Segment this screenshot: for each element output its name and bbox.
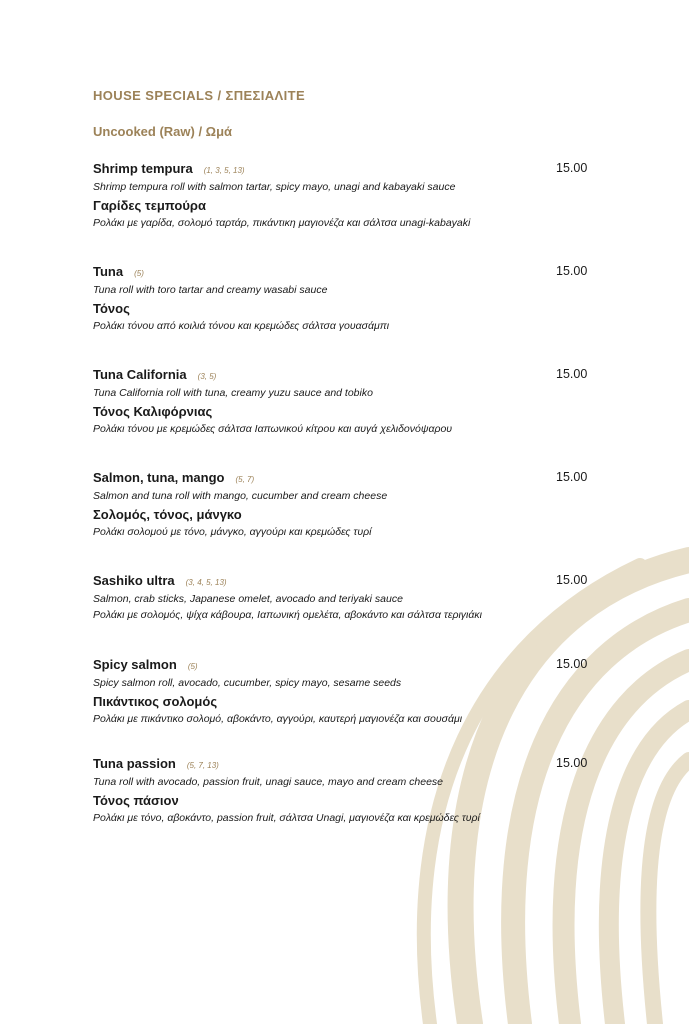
item-price: 15.00 [556,161,588,175]
item-name-greek: Τόνος Καλιφόρνιας [93,404,213,419]
item-price: 15.00 [556,756,588,770]
item-allergens: (3, 5) [197,372,217,381]
item-description-greek: Ρολάκι σολομού με τόνο, μάνγκο, αγγούρι και κρεμώδες τυρί [93,526,372,538]
item-name: Tuna passion [93,756,176,771]
item-description-en: Salmon, crab sticks, Japanese omelet, avocado and teriyaki sauce [93,593,403,605]
item-name: Shrimp tempura [93,161,193,176]
item-name: Tuna [93,264,124,279]
section-title: HOUSE SPECIALS / ΣΠΕΣΙΑΛΙΤΕ [93,88,306,103]
item-name-greek: Σολομός, τόνος, μάνγκο [93,507,242,522]
menu-item-tuna-california [93,367,593,437]
menu-item-tuna [93,264,593,334]
menu-item-tuna-passion [93,756,593,826]
item-price: 15.00 [556,573,588,587]
item-description-en: Spicy salmon roll, avocado, cucumber, spicy mayo, sesame seeds [93,677,402,689]
item-description-en: Shrimp tempura roll with salmon tartar, spicy mayo, unagi and kabayaki sauce [93,181,456,193]
item-description-greek: Ρολάκι με τόνο, αβοκάντο, passion fruit, σάλτσα Unagi, μαγιονέζα και κρεμώδες τυρί [93,812,480,824]
item-allergens: (3, 4, 5, 13) [185,578,227,587]
menu-item-spicy-salmon [93,657,593,727]
menu-item-salmon-tuna-mango [93,470,593,540]
item-description-en: Tuna roll with avocado, passion fruit, unagi sauce, mayo and cream cheese [93,776,443,788]
item-price: 15.00 [556,367,588,381]
menu-item-shrimp-tempura [93,161,593,231]
subsection-title: Uncooked (Raw) / Ωμά [93,124,233,139]
item-description-greek: Ρολάκι με γαρίδα, σολομό ταρτάρ, πικάντικη μαγιονέζα και σάλτσα unagi-kabayaki [93,217,471,229]
item-price: 15.00 [556,657,588,671]
menu-item-sashiko-ultra [93,573,593,623]
item-allergens: (5) [187,662,198,671]
item-description-en: Tuna roll with toro tartar and creamy wasabi sauce [93,284,328,296]
item-name: Salmon, tuna, mango [93,470,225,485]
item-allergens: (1, 3, 5, 13) [203,166,245,175]
item-allergens: (5, 7, 13) [186,761,219,770]
item-name-greek: Τόνος [93,301,130,316]
item-description-greek: Ρολάκι τόνου με κρεμώδες σάλτσα Ιαπωνικού κίτρου και αυγά χελιδονόψαρου [93,423,453,435]
item-name: Sashiko ultra [93,573,175,588]
item-name-greek: Γαρίδες τεμπούρα [93,198,206,213]
item-description-en: Salmon and tuna roll with mango, cucumber and cream cheese [93,490,388,502]
item-allergens: (5) [134,269,144,278]
item-description-en: Tuna California roll with tuna, creamy yuzu sauce and tobiko [93,387,373,399]
item-name-greek: Πικάντικος σολομός [93,694,218,709]
item-name: Tuna California [93,367,187,382]
item-name-greek: Τόνος πάσιον [93,793,179,808]
item-price: 15.00 [556,470,588,484]
item-description-greek: Ρολάκι με πικάντικο σολομό, αβοκάντο, αγγούρι, καυτερή μαγιονέζα και σουσάμι [93,713,463,725]
item-description-greek: Ρολάκι με σολομός, ψίχα κάβουρα, Ιαπωνική ομελέτα, αβοκάντο και σάλτσα τεριγιάκι [93,609,482,621]
item-name: Spicy salmon [93,657,177,672]
item-allergens: (5, 7) [235,475,255,484]
item-description-greek: Ρολάκι τόνου από κοιλιά τόνου και κρεμώδες σάλτσα γουασάμπι [93,320,390,332]
item-price: 15.00 [556,264,588,278]
